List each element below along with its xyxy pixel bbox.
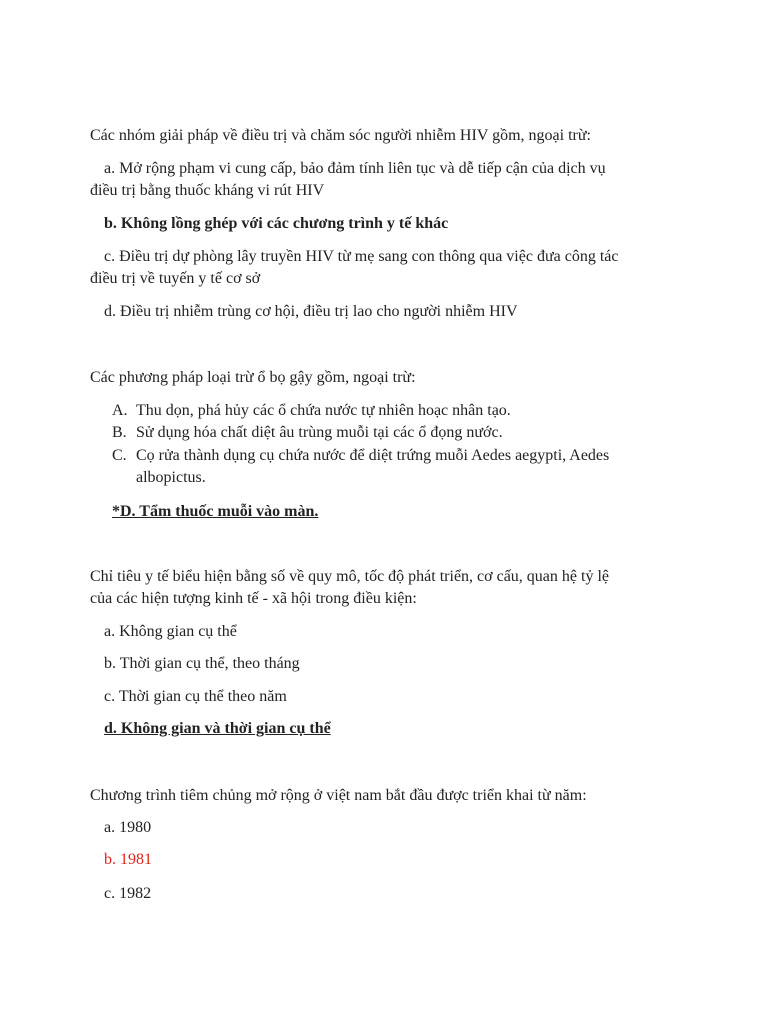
question-4-option-a: a. 1980 bbox=[104, 819, 152, 836]
question-2-option-c-marker: C. bbox=[112, 447, 127, 464]
question-2-option-a-marker: A. bbox=[112, 402, 128, 419]
question-3-option-c: c. Thời gian cụ thể theo năm bbox=[104, 688, 287, 705]
question-3-option-d-answer: d. Không gian và thời gian cụ thể bbox=[104, 720, 331, 737]
question-4-option-c: c. 1982 bbox=[104, 885, 152, 902]
question-2-option-c-line-1: Cọ rửa thành dụng cụ chứa nước để diệt trứng muỗi Aedes aegypti, Aedes bbox=[136, 447, 610, 464]
question-3-prompt-line-1: Chỉ tiêu y tế biểu hiện bằng số về quy mô, tốc độ phát triển, cơ cấu, quan hệ tỷ lệ bbox=[90, 568, 609, 585]
question-3-prompt-line-2: của các hiện tượng kinh tế - xã hội trong điều kiện: bbox=[90, 590, 417, 607]
question-3-option-b: b. Thời gian cụ thể, theo tháng bbox=[104, 655, 300, 672]
question-2-option-a: Thu dọn, phá hủy các ổ chứa nước tự nhiên hoạc nhân tạo. bbox=[136, 402, 511, 419]
question-2-prompt: Các phương pháp loại trừ ổ bọ gậy gồm, ngoại trừ: bbox=[90, 369, 416, 386]
question-1-option-a-line-1: a. Mở rộng phạm vi cung cấp, bảo đảm tính liên tục và dễ tiếp cận của dịch vụ bbox=[104, 160, 606, 177]
question-4-option-b-answer: b. 1981 bbox=[104, 851, 152, 868]
question-1-prompt: Các nhóm giải pháp về điều trị và chăm sóc người nhiễm HIV gồm, ngoại trừ: bbox=[90, 127, 591, 144]
question-2-option-b-marker: B. bbox=[112, 424, 127, 441]
question-4-prompt: Chương trình tiêm chủng mở rộng ở việt nam bắt đầu được triển khai từ năm: bbox=[90, 787, 587, 804]
question-2-option-c-line-2: albopictus. bbox=[136, 469, 206, 486]
question-1-option-a-line-2: điều trị bằng thuốc kháng vi rút HIV bbox=[90, 182, 325, 199]
question-2-option-d-answer: *D. Tẩm thuốc muỗi vào màn. bbox=[112, 503, 319, 520]
question-1-option-b-answer: b. Không lồng ghép với các chương trình y tế khác bbox=[104, 215, 449, 232]
question-3-option-a: a. Không gian cụ thể bbox=[104, 623, 237, 640]
question-1-option-c-line-1: c. Điều trị dự phòng lây truyền HIV từ mẹ sang con thông qua việc đưa công tác bbox=[104, 248, 619, 265]
question-1-option-d: d. Điều trị nhiễm trùng cơ hội, điều trị lao cho người nhiễm HIV bbox=[104, 303, 518, 320]
question-1-option-c-line-2: điều trị về tuyến y tế cơ sở bbox=[90, 270, 261, 287]
question-2-option-b: Sử dụng hóa chất diệt âu trùng muỗi tại các ổ đọng nước. bbox=[136, 424, 503, 441]
